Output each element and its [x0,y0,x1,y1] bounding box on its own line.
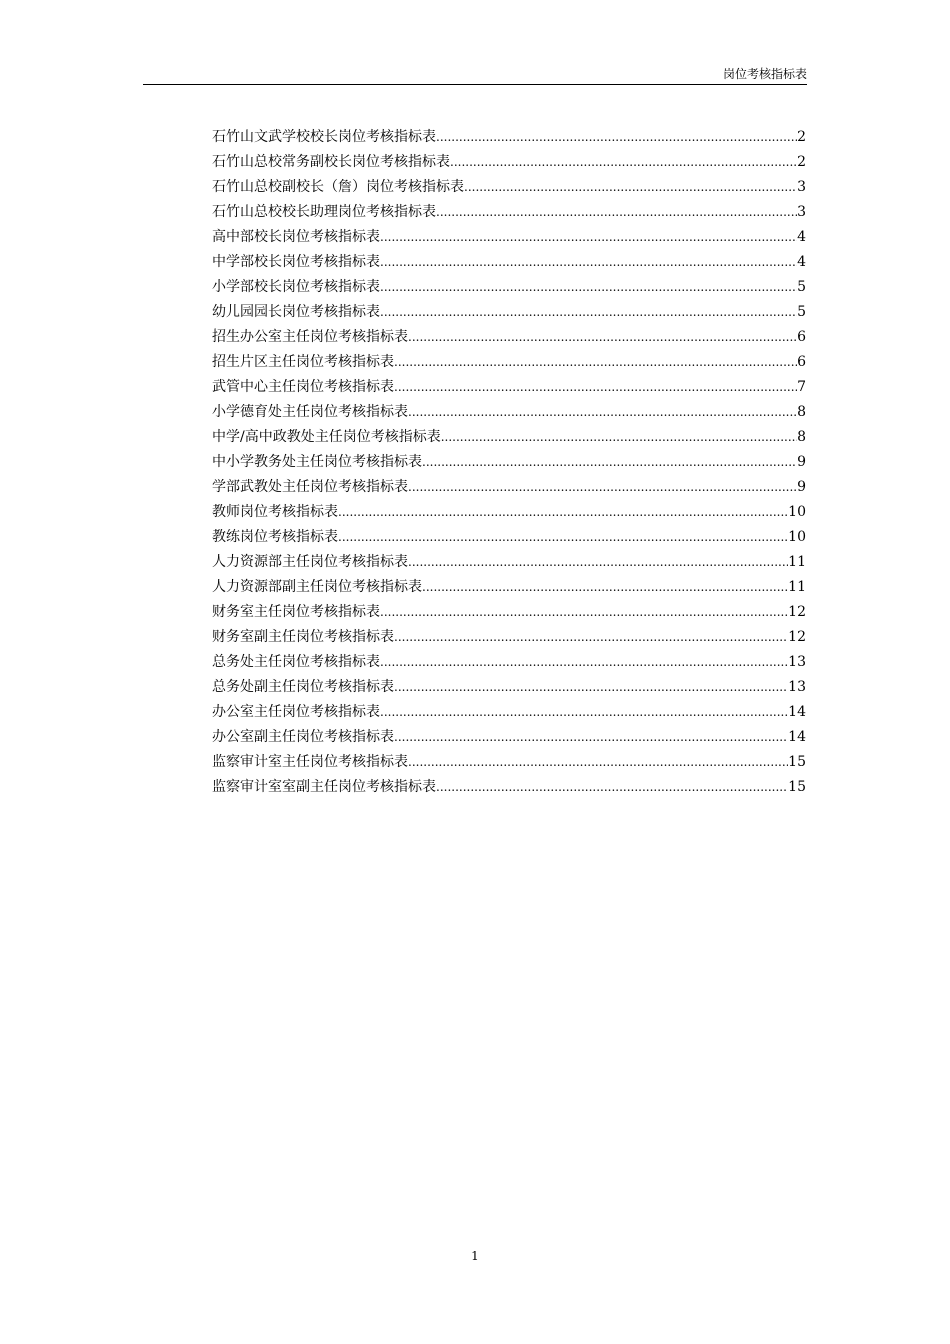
toc-dot-leader [394,725,788,750]
toc-entry[interactable] [212,425,806,450]
toc-entry[interactable] [212,325,806,350]
page-number: 1 [471,1249,479,1263]
toc-entry-title: 幼儿园园长岗位考核指标表 [212,304,380,320]
toc-entry-page: 3 [797,179,806,195]
toc-entry-title: 人力资源部主任岗位考核指标表 [212,554,408,570]
toc-entry-title: 石竹山总校校长助理岗位考核指标表 [212,204,436,220]
toc-entry-title: 武管中心主任岗位考核指标表 [212,379,394,395]
toc-dot-leader [408,550,788,575]
toc-dot-leader [380,225,797,250]
toc-entry-page: 11 [788,579,806,595]
toc-dot-leader [394,675,788,700]
toc-entry[interactable] [212,725,806,750]
toc-entry-page: 2 [797,154,806,170]
toc-entry[interactable] [212,550,806,575]
toc-dot-leader [394,375,797,400]
toc-entry-page: 5 [797,304,806,320]
toc-entry-title: 石竹山总校副校长（詹）岗位考核指标表 [212,179,464,195]
toc-entry-title: 小学德育处主任岗位考核指标表 [212,404,408,420]
toc-entry-page: 4 [797,229,806,245]
toc-entry-page: 13 [788,654,806,670]
page-footer [0,1248,950,1264]
toc-entry-title: 监察审计室室副主任岗位考核指标表 [212,779,436,795]
toc-entry-page: 14 [788,704,806,720]
toc-entry-page: 10 [788,504,806,520]
toc-entry[interactable] [212,700,806,725]
table-of-contents [212,125,806,800]
toc-entry[interactable] [212,350,806,375]
toc-entry-title: 小学部校长岗位考核指标表 [212,279,380,295]
toc-entry[interactable] [212,575,806,600]
toc-dot-leader [380,300,797,325]
toc-entry-title: 教练岗位考核指标表 [212,529,338,545]
toc-entry-page: 7 [797,379,806,395]
header-title: 岗位考核指标表 [722,67,807,81]
toc-dot-leader [408,475,797,500]
toc-dot-leader [408,750,788,775]
toc-entry-title: 教师岗位考核指标表 [212,504,338,520]
toc-entry[interactable] [212,600,806,625]
toc-entry[interactable] [212,200,806,225]
toc-entry-page: 3 [797,204,806,220]
toc-entry-page: 4 [797,254,806,270]
toc-entry[interactable] [212,625,806,650]
toc-entry-title: 中学部校长岗位考核指标表 [212,254,380,270]
toc-dot-leader [436,200,797,225]
toc-dot-leader [380,275,797,300]
toc-entry-title: 石竹山总校常务副校长岗位考核指标表 [212,154,450,170]
toc-dot-leader [408,400,797,425]
toc-entry-title: 人力资源部副主任岗位考核指标表 [212,579,422,595]
toc-entry[interactable] [212,525,806,550]
toc-entry-title: 监察审计室主任岗位考核指标表 [212,754,408,770]
toc-entry-title: 高中部校长岗位考核指标表 [212,229,380,245]
page-header [143,66,807,85]
toc-entry-page: 15 [788,779,806,795]
toc-entry[interactable] [212,250,806,275]
toc-dot-leader [422,575,788,600]
toc-entry-page: 15 [788,754,806,770]
toc-dot-leader [422,450,797,475]
toc-dot-leader [380,700,788,725]
toc-entry-page: 8 [797,429,806,445]
toc-entry[interactable] [212,275,806,300]
toc-dot-leader [441,425,797,450]
toc-entry[interactable] [212,450,806,475]
toc-entry-title: 学部武教处主任岗位考核指标表 [212,479,408,495]
toc-entry-title: 中小学教务处主任岗位考核指标表 [212,454,422,470]
toc-entry[interactable] [212,650,806,675]
toc-entry-page: 11 [788,554,806,570]
toc-entry-title: 石竹山文武学校校长岗位考核指标表 [212,129,436,145]
toc-dot-leader [380,650,788,675]
toc-entry-page: 12 [788,629,806,645]
toc-entry-title: 招生办公室主任岗位考核指标表 [212,329,408,345]
toc-entry-page: 13 [788,679,806,695]
toc-entry-page: 10 [788,529,806,545]
toc-entry-title: 招生片区主任岗位考核指标表 [212,354,394,370]
toc-entry[interactable] [212,125,806,150]
toc-entry-page: 14 [788,729,806,745]
toc-entry-title: 财务室副主任岗位考核指标表 [212,629,394,645]
toc-entry[interactable] [212,175,806,200]
toc-dot-leader [464,175,797,200]
toc-entry[interactable] [212,375,806,400]
toc-entry[interactable] [212,225,806,250]
toc-entry[interactable] [212,775,806,800]
toc-entry-page: 5 [797,279,806,295]
toc-entry-page: 9 [797,479,806,495]
toc-entry[interactable] [212,475,806,500]
toc-dot-leader [436,125,797,150]
toc-entry-page: 6 [797,329,806,345]
toc-entry-page: 8 [797,404,806,420]
toc-entry-title: 财务室主任岗位考核指标表 [212,604,380,620]
toc-entry-title: 办公室主任岗位考核指标表 [212,704,380,720]
toc-dot-leader [380,600,788,625]
toc-entry[interactable] [212,400,806,425]
toc-dot-leader [338,525,788,550]
toc-dot-leader [450,150,797,175]
toc-dot-leader [394,350,797,375]
toc-entry-title: 中学/高中政教处主任岗位考核指标表 [212,429,441,445]
toc-entry-title: 总务处副主任岗位考核指标表 [212,679,394,695]
toc-dot-leader [338,500,788,525]
toc-entry-page: 2 [797,129,806,145]
toc-entry-page: 12 [788,604,806,620]
toc-entry-page: 9 [797,454,806,470]
toc-entry-title: 总务处主任岗位考核指标表 [212,654,380,670]
toc-dot-leader [408,325,797,350]
toc-dot-leader [380,250,797,275]
toc-dot-leader [394,625,788,650]
toc-entry-title: 办公室副主任岗位考核指标表 [212,729,394,745]
toc-entry[interactable] [212,150,806,175]
toc-dot-leader [436,775,788,800]
toc-entry[interactable] [212,300,806,325]
toc-entry[interactable] [212,500,806,525]
toc-entry[interactable] [212,675,806,700]
toc-entry-page: 6 [797,354,806,370]
toc-entry[interactable] [212,750,806,775]
